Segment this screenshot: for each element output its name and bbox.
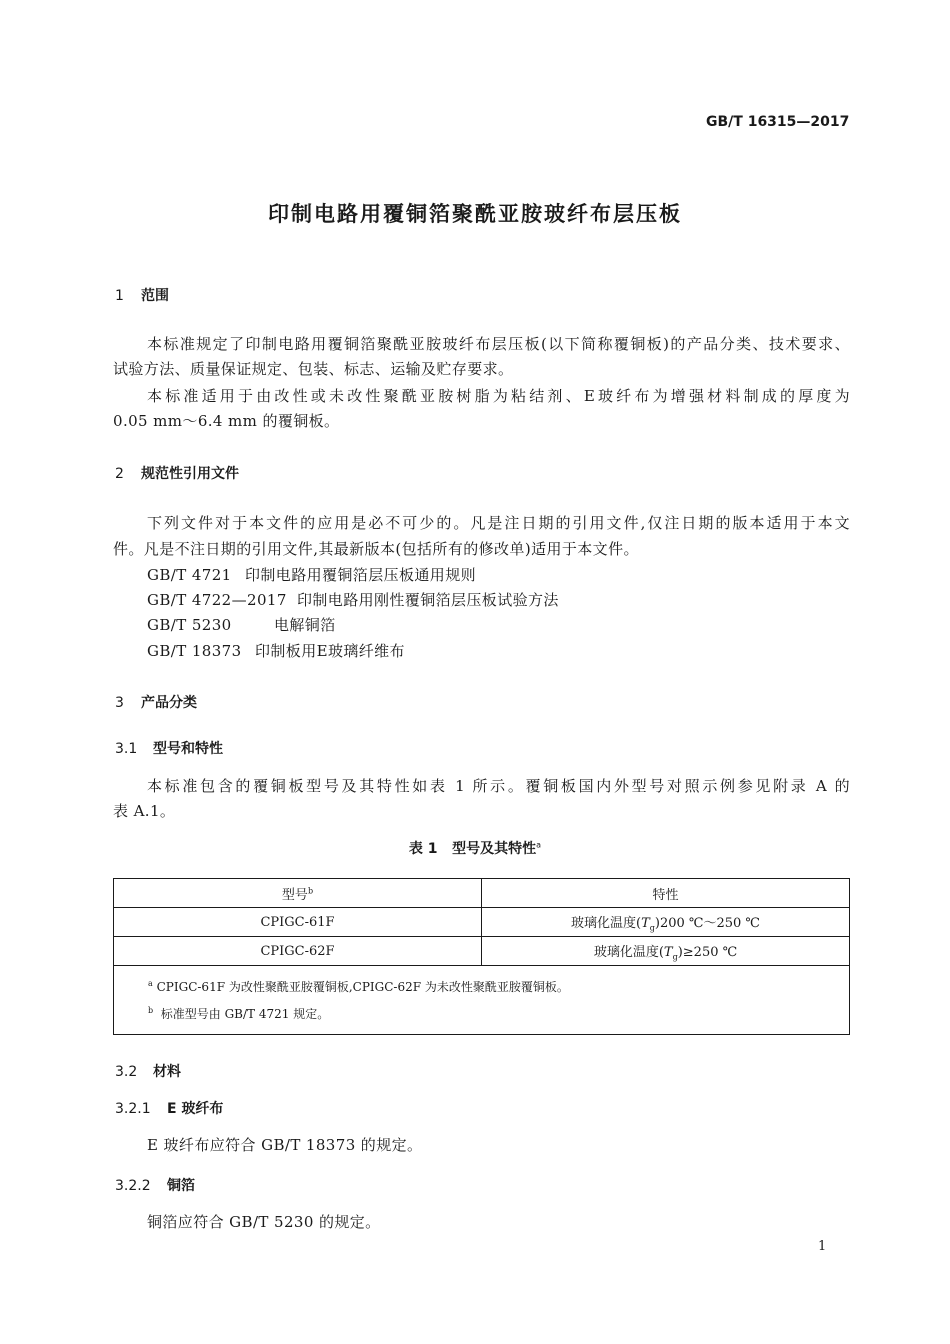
reference-title: 电解铜箔 (274, 616, 336, 634)
section-number: 3 (115, 695, 124, 711)
table-header-row (114, 879, 850, 908)
table-notes (114, 966, 850, 1035)
footnote-mark: b (307, 886, 314, 896)
property-text: )200 ℃～250 ℃ (654, 915, 760, 931)
paragraph-line: 件。凡是不注日期的引用文件,其最新版本(包括所有的修改单)适用于本文件。 (113, 540, 639, 558)
property-text: 玻璃化温度( (593, 944, 664, 960)
footnote-mark: a (536, 840, 542, 850)
footnote-mark: a (148, 979, 153, 988)
section-number: 3.2 (115, 1064, 138, 1080)
section-title: E 玻纤布 (167, 1101, 224, 1117)
note-text: 标准型号由 GB/T 4721 规定。 (160, 1007, 330, 1021)
reference-item (147, 614, 336, 635)
reference-title: 印制板用E玻璃纤维布 (255, 642, 405, 660)
property-text: 玻璃化温度( (571, 915, 642, 931)
reference-code: GB/T 5230 (147, 616, 232, 634)
subsection-3-2-1-heading (115, 1098, 223, 1118)
section-2-heading (115, 463, 239, 483)
reference-title: 印制电路用刚性覆铜箔层压板试验方法 (297, 591, 559, 609)
section-number: 3.1 (115, 741, 138, 757)
table-title: 型号及其特性 (452, 841, 537, 857)
paragraph-line: 本标准包含的覆铜板型号及其特性如表 1 所示。覆铜板国内外型号对照示例参见附录 A 的 (147, 777, 850, 795)
section-title: 铜箔 (167, 1178, 195, 1194)
paragraph-line: 本标准规定了印制电路用覆铜箔聚酰亚胺玻纤布层压板(以下简称覆铜板)的产品分类、技术要求、 (147, 335, 850, 353)
paragraph-line: 下列文件对于本文件的应用是必不可少的。凡是注日期的引用文件,仅注日期的版本适用于本文 (147, 514, 850, 532)
reference-code: GB/T 4721 (147, 566, 232, 584)
subsection-3-2-2-heading (115, 1175, 195, 1195)
table-row (114, 908, 850, 937)
section-title: 材料 (153, 1064, 181, 1080)
symbol-var: T (641, 915, 650, 931)
page-number: 1 (818, 1239, 827, 1254)
reference-item (147, 640, 405, 661)
paragraph-line: 表 A.1。 (113, 802, 176, 820)
subsection-3-1-heading (115, 738, 223, 758)
standard-number: GB/T 16315—2017 (706, 114, 850, 130)
model-cell: CPIGC-61F (114, 908, 482, 937)
table-note (148, 999, 849, 1026)
symbol-subscript: g (672, 952, 678, 962)
reference-item (147, 589, 559, 610)
column-header-property: 特性 (482, 879, 850, 908)
property-cell (482, 937, 850, 966)
table-number: 表 1 (408, 841, 438, 857)
section-3-heading (115, 692, 197, 712)
subsection-3-2-heading (115, 1061, 181, 1081)
paragraph-line: 本标准适用于由改性或未改性聚酰亚胺树脂为粘结剂、E玻纤布为增强材料制成的厚度为 (147, 387, 850, 405)
paragraph-line: E 玻纤布应符合 GB/T 18373 的规定。 (147, 1136, 423, 1154)
spec-table (113, 878, 850, 1035)
section-number: 2 (115, 466, 124, 482)
model-cell: CPIGC-62F (114, 937, 482, 966)
table-notes-row (114, 966, 850, 1035)
reference-code: GB/T 18373 (147, 642, 242, 660)
reference-code: GB/T 4722—2017 (147, 591, 287, 609)
table-caption (0, 838, 950, 858)
table-row (114, 937, 850, 966)
header-text: 型号 (281, 887, 308, 903)
section-number: 3.2.1 (115, 1101, 151, 1117)
document-title: 印制电路用覆铜箔聚酰亚胺玻纤布层压板 (268, 202, 682, 226)
section-title: 规范性引用文件 (141, 466, 239, 482)
section-number: 3.2.2 (115, 1178, 151, 1194)
section-1-heading (115, 285, 169, 305)
paragraph-line: 0.05 mm～6.4 mm 的覆铜板。 (113, 412, 340, 430)
property-text: )≥250 ℃ (677, 944, 738, 960)
footnote-mark: b (148, 1006, 154, 1015)
symbol-subscript: g (649, 923, 655, 933)
reference-item (147, 564, 476, 585)
symbol-var: T (663, 944, 673, 960)
property-cell (482, 908, 850, 937)
section-title: 型号和特性 (153, 741, 223, 757)
section-title: 范围 (141, 288, 169, 304)
paragraph-line: 试验方法、质量保证规定、包装、标志、运输及贮存要求。 (113, 360, 514, 378)
paragraph-line: 铜箔应符合 GB/T 5230 的规定。 (147, 1213, 381, 1231)
section-number: 1 (115, 288, 124, 304)
note-text: CPIGC-61F 为改性聚酰亚胺覆铜板,CPIGC-62F 为未改性聚酰亚胺覆铜板。 (156, 980, 569, 994)
column-header-model (114, 879, 482, 908)
reference-title: 印制电路用覆铜箔层压板通用规则 (245, 566, 477, 584)
section-title: 产品分类 (141, 695, 197, 711)
table-note (148, 972, 849, 999)
